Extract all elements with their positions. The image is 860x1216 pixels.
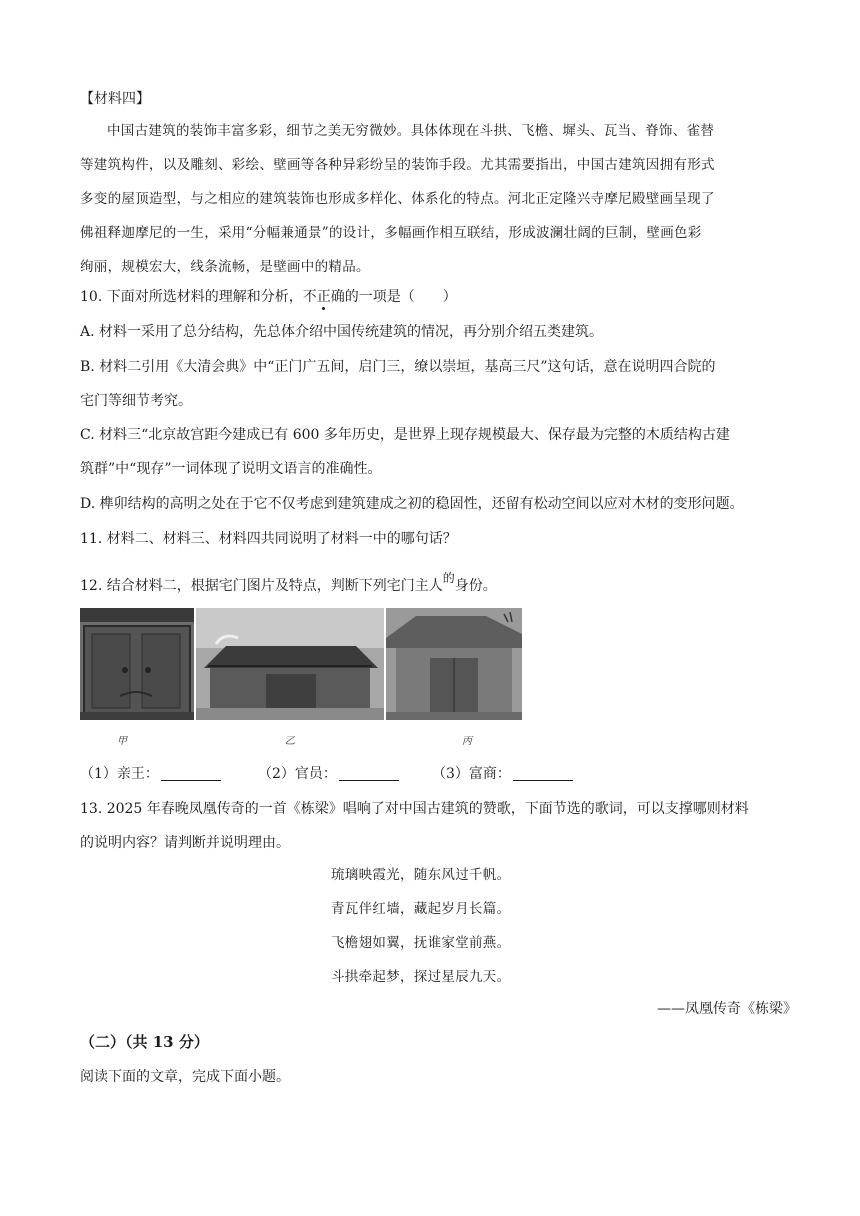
q10-option-a: A. 材料一采用了总分结构，先总体介绍中国传统建筑的情况，再分别介绍五类建筑。 <box>80 324 604 340</box>
caption-bing: 丙 <box>462 736 472 747</box>
q13-stem-line-1: 13. 2025 年春晚凤凰传奇的一首《栋梁》唱响了对中国古建筑的赞歌，下面节选的歌词，可以支撑哪则材料 <box>80 801 749 817</box>
lyric-line-3: 飞檐翅如翼，抚谁家堂前燕。 <box>331 935 511 951</box>
lyric-line-4: 斗拱牵起梦，探过星辰九天。 <box>331 969 511 985</box>
q10-option-b-line2: 宅门等细节考究。 <box>80 393 192 409</box>
section-2-title: （二）（共 13 分） <box>80 1033 209 1051</box>
q12-blank-1-line[interactable] <box>161 766 221 781</box>
q12-blank-2-label: （2）官员： <box>258 766 337 782</box>
lyric-line-2: 青瓦伴红墙，藏起岁月长篇。 <box>331 901 511 917</box>
lyric-line-1: 琉璃映霞光，随东风过千帆。 <box>331 867 511 883</box>
q10-option-c-line2: 筑群”中“现存”一词体现了说明文语言的准确性。 <box>80 461 382 477</box>
q12-stem-sup: 的 <box>442 571 455 585</box>
lyric-attribution: ——凤凰传奇《栋梁》 <box>657 1001 797 1017</box>
caption-jia: 甲 <box>117 736 127 747</box>
material4-line-1: 中国古建筑的装饰丰富多彩，细节之美无穷微妙。具体体现在斗拱、飞檐、墀头、瓦当、脊饰、雀替 <box>107 123 715 139</box>
q12-stem <box>80 568 497 596</box>
q12-blank-1 <box>80 764 221 784</box>
material4-line-3: 多变的屋顶造型，与之相应的建筑装饰也形成多样化、体系化的特点。河北正定隆兴寺摩尼殿壁画呈现了 <box>80 191 715 207</box>
q12-stem-post: 身份。 <box>454 578 497 594</box>
material4-heading: 【材料四】 <box>80 91 150 107</box>
section-2-intro: 阅读下面的文章，完成下面小题。 <box>80 1069 290 1085</box>
q10-option-c-line1: C. 材料三“北京故宫距今建成已有 600 多年历史，是世界上现存规模最大、保存最为完整的木质结构古建 <box>80 427 730 443</box>
caption-yi: 乙 <box>285 736 295 747</box>
q10-stem-post: 的一项是（ ） <box>344 289 457 305</box>
material4-line-5: 绚丽，规模宏大，线条流畅，是壁画中的精品。 <box>80 259 370 275</box>
q12-blank-1-label: （1）亲王： <box>80 766 159 782</box>
q10-option-b-line1: B. 材料二引用《大清会典》中“正门广五间，启门三，缭以崇垣，基高三尺”这句话，意在说明四合院的 <box>80 359 716 375</box>
gate-photo-jia <box>80 608 194 720</box>
q12-blank-2 <box>258 764 399 784</box>
q11-stem: 11. 材料二、材料三、材料四共同说明了材料一中的哪句话？ <box>80 531 457 547</box>
q13-stem-line-2: 的说明内容？请判断并说明理由。 <box>80 835 290 851</box>
q10-stem <box>80 287 457 307</box>
material4-line-4: 佛祖释迦摩尼的一生，采用“分幅兼通景”的设计，多幅画作相互联结，形成波澜壮阔的巨制，壁画色彩 <box>80 225 702 241</box>
q12-blank-3-line[interactable] <box>513 766 573 781</box>
q12-blank-3-label: （3）富商： <box>432 766 511 782</box>
q10-stem-dotted: 不正确 <box>302 289 345 305</box>
q12-stem-pre: 12. 结合材料二，根据宅门图片及特点，判断下列宅门主人 <box>80 578 443 594</box>
q12-blank-2-line[interactable] <box>339 766 399 781</box>
gate-photo-bing <box>386 608 522 720</box>
q10-stem-pre: 10. 下面对所选材料的理解和分析， <box>80 289 303 305</box>
gate-photo-yi <box>196 608 384 720</box>
q10-option-d: D. 榫卯结构的高明之处在于它不仅考虑到建筑建成之初的稳固性，还留有松动空间以应对木材的变形问题。 <box>80 496 744 512</box>
q12-blank-3 <box>432 764 573 784</box>
material4-line-2: 等建筑构件，以及雕刻、彩绘、壁画等各种异彩纷呈的装饰手段。尤其需要指出，中国古建筑因拥有形式 <box>80 157 715 173</box>
